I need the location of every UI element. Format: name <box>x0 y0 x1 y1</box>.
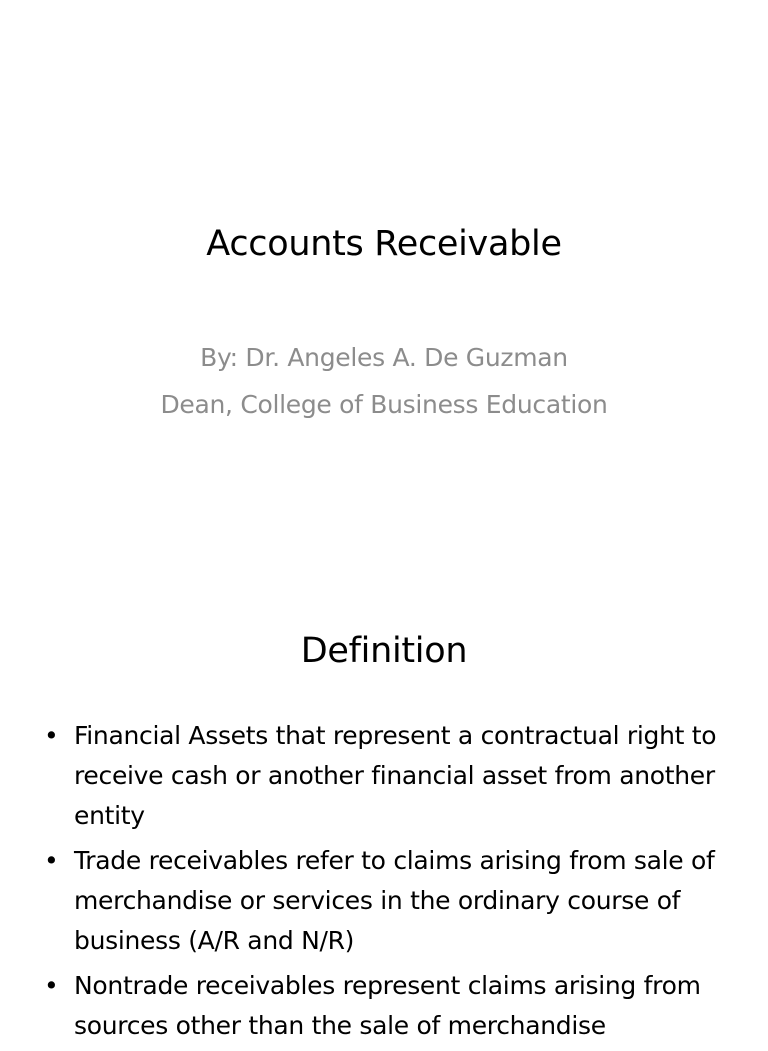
slide-subtitle <box>0 334 768 428</box>
position-line: Dean, College of Business Education <box>160 390 608 419</box>
slide-title: Accounts Receivable <box>206 224 562 264</box>
bullet-text: Nontrade receivables represent claims arising from sources other than the sale of merchandise <box>74 971 701 1040</box>
bullet-list <box>44 716 744 1051</box>
bullet-text: Financial Assets that represent a contractual right to receive cash or another financial asset from another entity <box>74 721 717 830</box>
bullet-item <box>44 841 744 961</box>
definition-slide <box>0 576 768 1040</box>
author-line: By: Dr. Angeles A. De Guzman <box>200 343 568 372</box>
bullet-point-icon: • <box>44 971 59 1000</box>
bullet-item <box>44 716 744 836</box>
bullet-item <box>44 966 744 1046</box>
bullet-text: Trade receivables refer to claims arising from sale of merchandise or services in the ordinary course of business (A/R and N/R) <box>74 846 715 955</box>
slide-title: Definition <box>300 631 468 671</box>
bullet-point-icon: • <box>44 721 59 750</box>
bullet-point-icon: • <box>44 846 59 875</box>
